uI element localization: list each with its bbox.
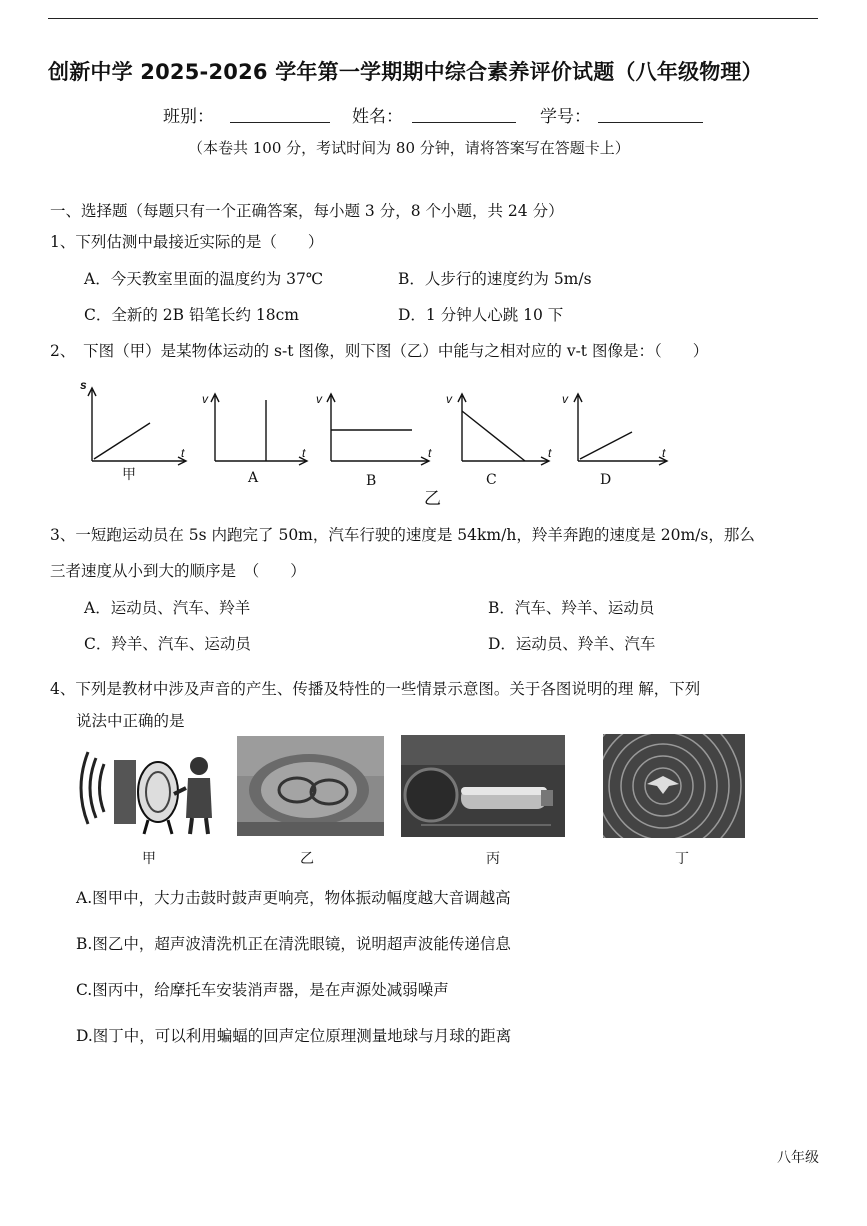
name-blank [412,122,516,123]
graph-a-caption: A [248,470,259,486]
graph-group-caption: 乙 [424,489,441,509]
muffler-photo [401,735,565,837]
q4-option-c: C.图丙中，给摩托车安装消声器，是在声源处减弱噪声 [76,981,449,999]
graph-jia-caption: 甲 [122,467,136,483]
section-heading: 一、选择题（每题只有一个正确答案，每小题 3 分，8 个小题，共 24 分） [50,202,564,220]
q3-option-a: A．运动员、汽车、羚羊 [84,599,251,617]
exam-title: 创新中学 2025-2026 学年第一学期期中综合素养评价试题（八年级物理） [48,60,763,84]
image-caption-ding: 丁 [675,851,689,867]
graph-d-y-label: v [562,392,568,406]
graph-b [327,394,432,465]
graph-jia-x-label: t [181,446,185,460]
question-4-stem-line1: 4、下列是教材中涉及声音的产生、传播及特性的一些情景示意图。关于各图说明的理 解，下列 [50,680,701,698]
graph-c [458,394,552,465]
graph-d [574,394,667,465]
graph-b-caption: B [366,473,377,489]
q1-option-a: A．今天教室里面的温度约为 37℃ [84,270,324,288]
image-caption-yi: 乙 [300,851,314,867]
class-blank [230,122,330,123]
q3-option-d: D．运动员、羚羊、汽车 [488,635,656,653]
motion-graphs [70,378,690,500]
question-4-stem-line2: 说法中正确的是 [76,712,185,730]
exam-note: （本卷共 100 分，考试时间为 80 分钟，请将答案写在答题卡上） [188,139,630,157]
image-caption-jia: 甲 [142,851,156,867]
graph-c-caption: C [486,472,497,488]
graph-b-y-label: v [316,392,322,406]
q3-option-c: C．羚羊、汽车、运动员 [84,635,251,653]
bat-echolocation-photo [603,734,745,838]
drum-illustration [74,740,224,836]
graph-a-x-label: t [302,446,306,460]
question-3-stem-line1: 3、一短跑运动员在 5s 内跑完了 50m，汽车行驶的速度是 54km/h，羚羊奔跑的速度是 20m/s，那么 [50,526,755,544]
q1-option-c: C．全新的 2B 铅笔长约 18cm [84,306,299,324]
graph-jia [88,388,186,465]
question-1-stem: 1、下列估测中最接近实际的是（ ） [50,233,324,251]
question-3-stem-line2: 三者速度从小到大的顺序是 （ ） [50,562,306,580]
student-id-label: 学号： [540,107,591,127]
q1-option-d: D．1 分钟人心跳 10 下 [398,306,564,324]
q1-option-b: B．人步行的速度约为 5m/s [398,270,592,288]
name-label: 姓名： [352,107,403,127]
class-label: 班别： [163,107,214,127]
top-rule [48,18,818,19]
ultrasonic-cleaner-photo [237,736,384,836]
q4-option-d: D.图丁中，可以利用蝙蝠的回声定位原理测量地球与月球的距离 [76,1027,512,1045]
graph-c-y-label: v [446,392,452,406]
graph-b-x-label: t [428,446,432,460]
graph-a [211,394,307,465]
question-2-stem: 2、 下图（甲）是某物体运动的 s-t 图像，则下图（乙）中能与之相对应的 v-t 图像是：（ ） [50,342,709,360]
graph-c-x-label: t [548,446,552,460]
q3-option-b: B．汽车、羚羊、运动员 [488,599,655,617]
graph-d-caption: D [600,472,612,488]
q4-option-b: B.图乙中，超声波清洗机正在清洗眼镜，说明超声波能传递信息 [76,935,511,953]
graph-a-y-label: v [202,392,208,406]
footer-grade: 八年级 [777,1150,819,1166]
student-id-blank [598,122,703,123]
image-caption-bing: 丙 [486,851,500,867]
q4-option-a: A.图甲中，大力击鼓时鼓声更响亮，物体振动幅度越大音调越高 [76,889,511,907]
graph-jia-y-label: s [80,378,87,392]
graph-d-x-label: t [662,446,666,460]
